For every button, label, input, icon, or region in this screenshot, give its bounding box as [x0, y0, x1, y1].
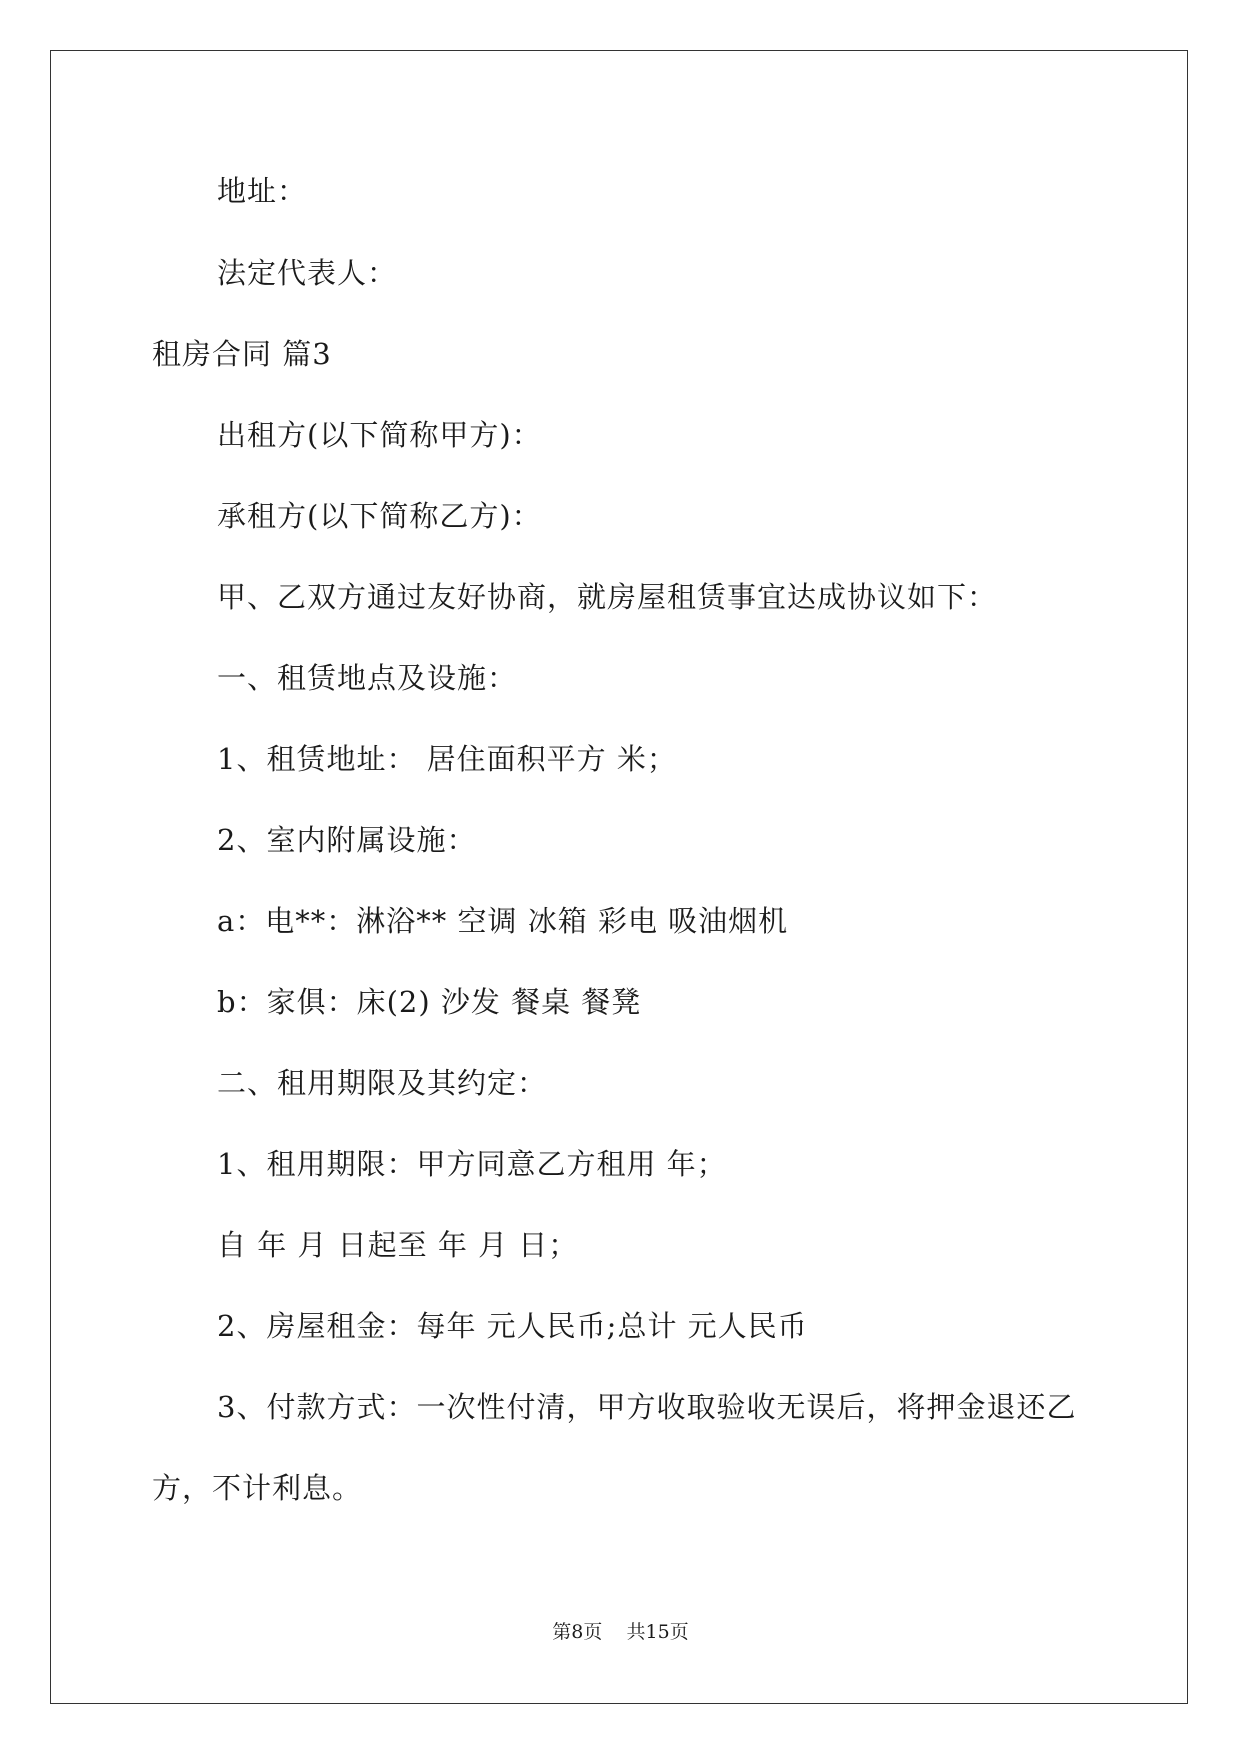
address-line: 地址： — [217, 174, 308, 208]
page-number: 第8页 共15页 — [552, 1621, 689, 1643]
lessee-line: 承租方(以下简称乙方)： — [217, 499, 542, 533]
clause-payment-continued: 方，不计利息。 — [152, 1471, 363, 1505]
clause-rent: 2、房屋租金：每年 元人民币;总计 元人民币 — [217, 1309, 808, 1343]
lease-date-range: 自 年 月 日起至 年 月 日； — [217, 1228, 579, 1262]
lessor-line: 出租方(以下简称甲方)： — [217, 418, 542, 452]
clause-facilities: 2、室内附属设施： — [217, 823, 477, 857]
clause-heading-location: 一、租赁地点及设施： — [217, 661, 518, 695]
page-frame — [50, 50, 1188, 1704]
agreement-intro: 甲、乙双方通过友好协商，就房屋租赁事宜达成协议如下： — [217, 580, 998, 614]
facilities-appliances: a：电**：淋浴** 空调 冰箱 彩电 吸油烟机 — [217, 904, 789, 938]
clause-rental-address: 1、租赁地址： 居住面积平方 米； — [217, 742, 677, 776]
facilities-furniture: b：家俱：床(2) 沙发 餐桌 餐凳 — [217, 985, 642, 1019]
legal-representative-line: 法定代表人： — [217, 256, 398, 290]
clause-lease-term: 1、租用期限：甲方同意乙方租用 年； — [217, 1147, 727, 1181]
section-title: 租房合同 篇3 — [152, 337, 332, 371]
clause-payment: 3、付款方式：一次性付清，甲方收取验收无误后，将押金退还乙 — [217, 1390, 1077, 1424]
clause-heading-term: 二、租用期限及其约定： — [217, 1066, 548, 1100]
